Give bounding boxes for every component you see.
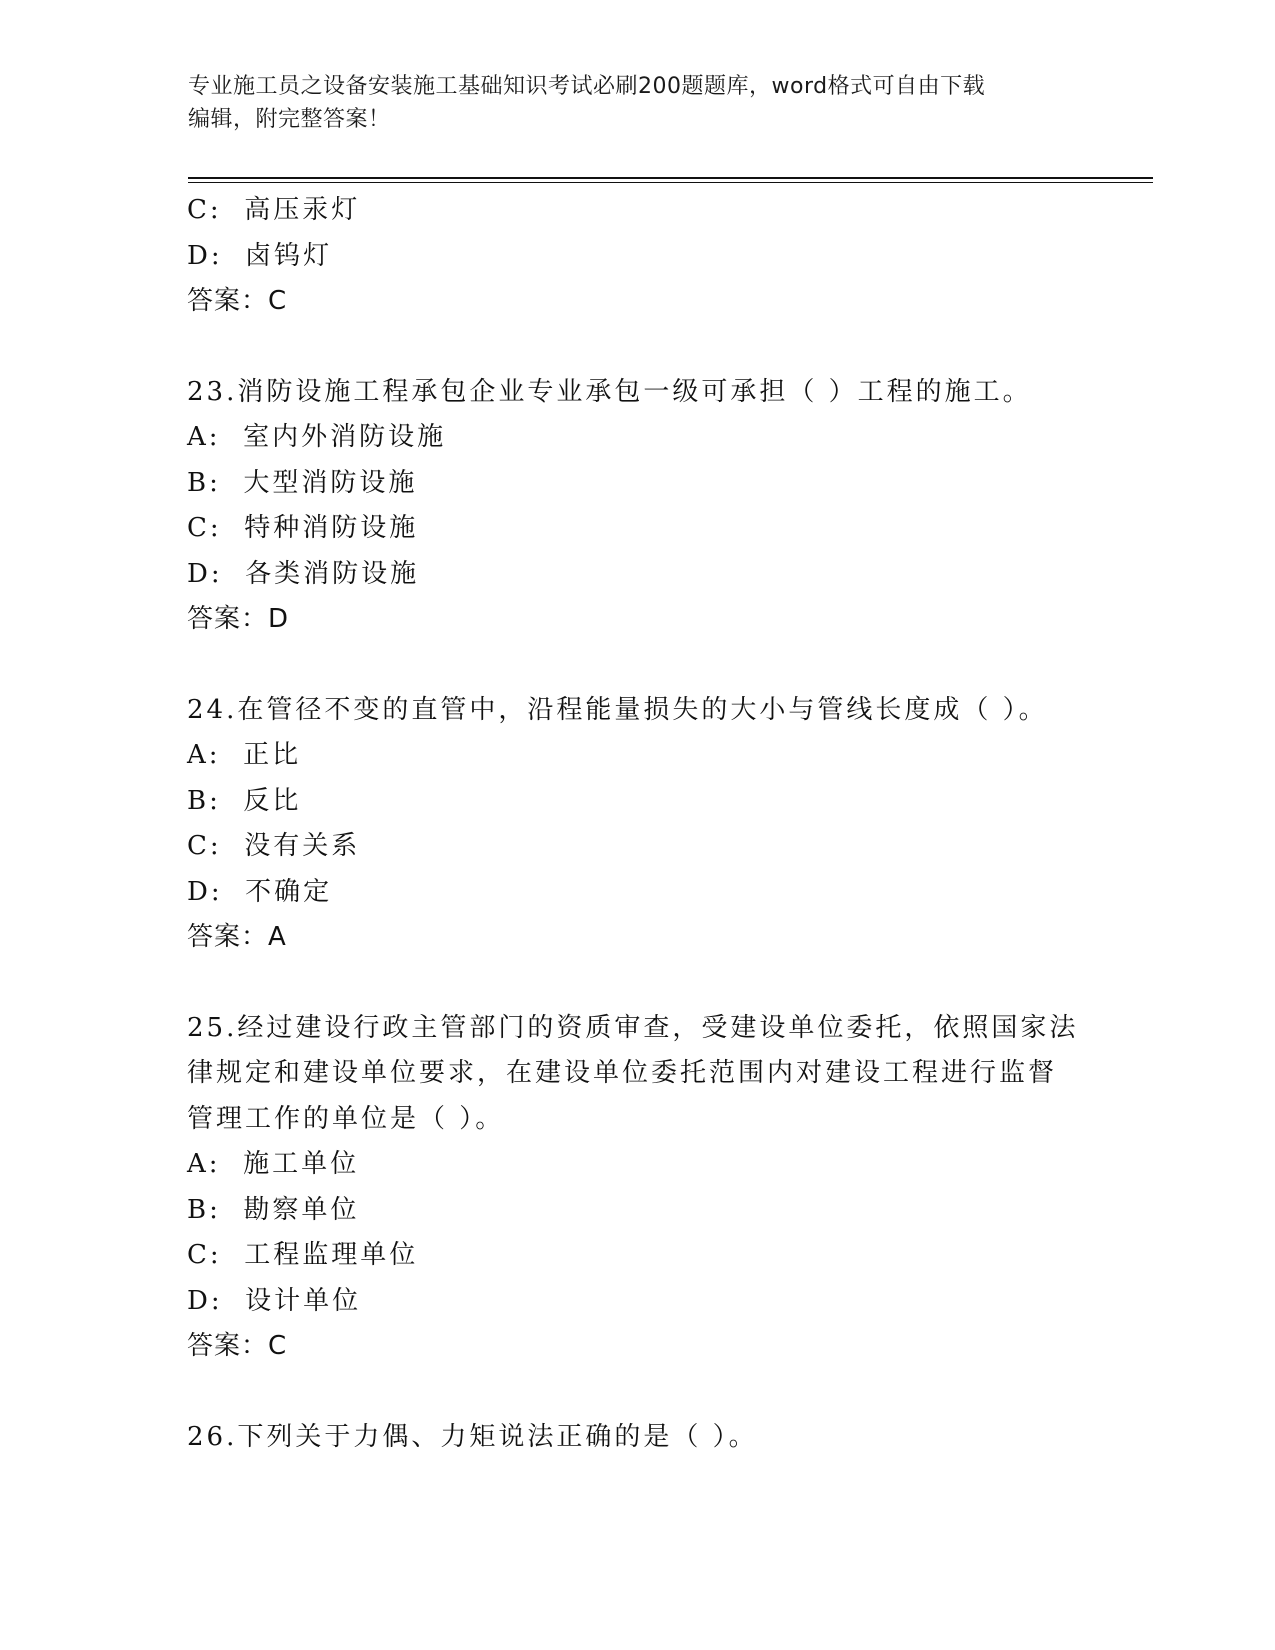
option-letter: A	[187, 422, 209, 452]
option-d: D: 各类消防设施	[187, 558, 420, 589]
option-text: 工程监理单位	[244, 1240, 419, 1270]
option-text: 反比	[243, 785, 302, 816]
option-text: 设计单位	[245, 1285, 362, 1316]
option-letter: A	[187, 1149, 209, 1179]
option-text: 没有关系	[244, 831, 361, 861]
option-c: C: 高压汞灯	[187, 195, 361, 225]
question-26	[187, 1415, 1087, 1461]
question-stem-line-1: 25.经过建设行政主管部门的资质审查，受建设单位委托，依照国家法	[187, 1012, 1079, 1043]
header-title-line-1: 专业施工员之设备安装施工基础知识考试必刷200题题库，word格式可自由下载	[188, 74, 986, 99]
answer-line: 答案：C	[187, 286, 288, 316]
option-text: 不确定	[245, 876, 333, 907]
question-stem: 26.下列关于力偶、力矩说法正确的是（ ）。	[187, 1421, 758, 1452]
option-c: C: 特种消防设施	[187, 513, 419, 543]
option-text: 室内外消防设施	[243, 422, 447, 452]
header-divider-thick	[188, 177, 1153, 179]
question-22-tail	[187, 188, 1087, 325]
option-text: 卤钨灯	[245, 240, 333, 271]
option-c: C: 没有关系	[187, 831, 361, 861]
option-a: A: 室内外消防设施	[187, 422, 447, 452]
option-letter: B	[187, 1194, 210, 1225]
option-letter: C	[187, 195, 210, 225]
option-letter: C	[187, 1240, 210, 1270]
header-divider-thin	[188, 182, 1153, 183]
question-stem: 24.在管径不变的直管中，沿程能量损失的大小与管线长度成（ ）。	[187, 694, 1048, 725]
option-a: A: 正比	[187, 740, 302, 770]
option-letter: B	[187, 467, 210, 498]
option-d: D: 不确定	[187, 876, 333, 907]
question-24	[187, 688, 1087, 961]
option-b: B: 反比	[187, 785, 302, 816]
option-letter: C	[187, 513, 210, 543]
option-text: 勘察单位	[243, 1194, 360, 1225]
option-letter: B	[187, 785, 210, 816]
option-text: 高压汞灯	[244, 195, 361, 225]
header-title-line-2: 编辑，附完整答案！	[188, 107, 391, 132]
option-letter: D	[187, 558, 211, 589]
option-letter: A	[187, 740, 209, 770]
question-list	[187, 188, 1087, 1460]
option-text: 特种消防设施	[244, 513, 419, 543]
question-25	[187, 1006, 1087, 1370]
answer-line: 答案：D	[187, 604, 290, 634]
option-letter: D	[187, 240, 211, 271]
option-text: 大型消防设施	[243, 467, 418, 498]
question-stem-line-2: 律规定和建设单位要求，在建设单位委托范围内对建设工程进行监督	[187, 1058, 1058, 1088]
answer-line: 答案：A	[187, 922, 287, 952]
option-text: 正比	[243, 740, 302, 770]
option-b: B: 勘察单位	[187, 1194, 360, 1225]
option-d: D: 设计单位	[187, 1285, 362, 1316]
option-c: C: 工程监理单位	[187, 1240, 419, 1270]
option-text: 各类消防设施	[245, 558, 420, 589]
option-text: 施工单位	[243, 1149, 360, 1179]
answer-line: 答案：C	[187, 1331, 288, 1361]
question-stem-line-3: 管理工作的单位是（ ）。	[187, 1103, 505, 1134]
option-letter: C	[187, 831, 210, 861]
page-header	[188, 70, 1088, 136]
option-b: B: 大型消防设施	[187, 467, 418, 498]
option-letter: D	[187, 1285, 211, 1316]
question-stem: 23.消防设施工程承包企业专业承包一级可承担（ ）工程的施工。	[187, 376, 1032, 407]
option-letter: D	[187, 876, 211, 907]
option-a: A: 施工单位	[187, 1149, 360, 1179]
option-d: D: 卤钨灯	[187, 240, 333, 271]
question-23	[187, 370, 1087, 643]
